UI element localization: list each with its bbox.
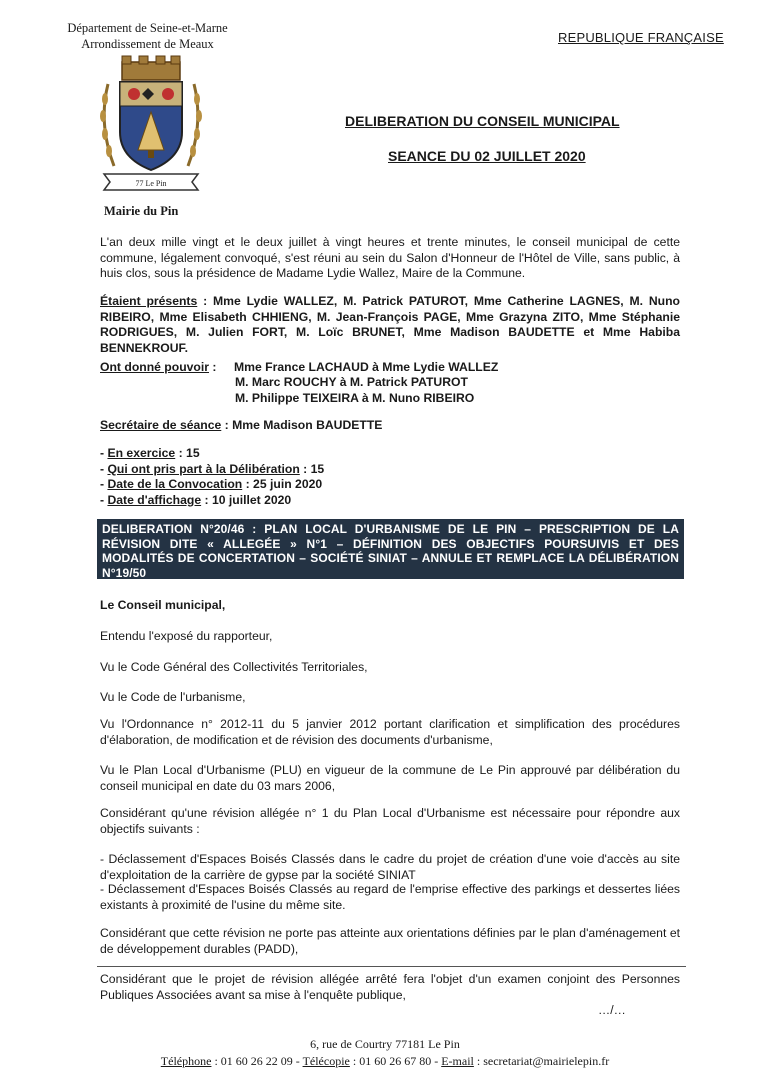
body-paragraph: Vu le Code Général des Collectivités Territoriales, (100, 660, 368, 674)
stat-affichage: - Date d'affichage : 10 juillet 2020 (100, 492, 292, 507)
body-paragraph: Entendu l'exposé du rapporteur, (100, 629, 273, 643)
presents-paragraph (100, 294, 680, 356)
seance-date: SEANCE DU 02 JUILLET 2020 (388, 148, 586, 164)
pouvoir-item: M. Marc ROUCHY à M. Patrick PATUROT (235, 375, 468, 389)
objective-item: - Déclassement d'Espaces Boisés Classés au regard de l'emprise effective des parkings et dessertes liées existants à proximité de l'usine du même site. (100, 882, 680, 912)
body-paragraph: Vu l'Ordonnance n° 2012-11 du 5 janvier 2012 portant clarification et simplification des procédures d'élaboration, de modification et de révision des documents d'urbanisme, (100, 717, 680, 747)
footer-address: 6, rue de Courtry 77181 Le Pin (310, 1037, 460, 1051)
body-paragraph: Vu le Plan Local d'Urbanisme (PLU) en vigueur de la commune de Le Pin approuvé par délibération du conseil municipal en date du 03 mars 2006, (100, 763, 680, 793)
continued-marker: …/… (598, 1003, 626, 1017)
stat-convocation: - Date de la Convocation : 25 juin 2020 (100, 477, 323, 491)
coat-of-arms-icon (96, 54, 206, 194)
stat-label: Date d'affichage (107, 492, 202, 507)
pouvoir-item: M. Philippe TEIXEIRA à M. Nuno RIBEIRO (235, 390, 475, 405)
stat-value: : 15 (299, 461, 325, 476)
pouvoir-label: Ont donné pouvoir (100, 360, 209, 374)
stats-list (100, 446, 324, 508)
email-address: : secretariat@mairielepin.fr (473, 1054, 610, 1068)
body-paragraph: Considérant que le projet de révision allégée arrêté fera l'objet d'un examen conjoint des Personnes Publiques Associées avant sa mise à l'enquête publique, (100, 972, 680, 1002)
pouvoir-heading (100, 360, 216, 376)
pouvoir-list (234, 360, 498, 376)
body-paragraph: Vu le Code de l'urbanisme, (100, 690, 246, 704)
stat-value: : 25 juin 2020 (242, 477, 323, 491)
body-paragraph: Considérant qu'une révision allégée n° 1 du Plan Local d'Urbanisme est nécessaire pour répondre aux objectifs suivants : (100, 806, 680, 836)
mairie-name: Mairie du Pin (104, 204, 179, 218)
republique-francaise: REPUBLIQUE FRANÇAISE (558, 30, 724, 45)
secretaire-label: Secrétaire de séance (100, 418, 222, 432)
presents-label: Étaient présents (100, 294, 198, 308)
arrondissement-name: Arrondissement de Meaux (81, 37, 214, 51)
stat-exercice: - En exercice : 15 (100, 446, 200, 460)
body-paragraph: Considérant que cette révision ne porte pas atteinte aux orientations définies par le plan d'aménagement et de développement durables (PADD), (100, 926, 680, 956)
pouvoir-item: Mme France LACHAUD à Mme Lydie WALLEZ (234, 360, 499, 374)
secretaire-line (100, 418, 382, 434)
email-label: E-mail (441, 1054, 474, 1068)
document-title: DELIBERATION DU CONSEIL MUNICIPAL (345, 113, 620, 129)
stat-label: Date de la Convocation (107, 477, 243, 491)
department-name: Département de Seine-et-Marne (67, 21, 228, 35)
pouvoir-separator: : (209, 360, 217, 374)
deliberation-banner: DELIBERATION N°20/46 : PLAN LOCAL D'URBANISME DE LE PIN – PRESCRIPTION DE LA RÉVISION DITE « ALLEGÉE » N°1 – DÉFINITION DES OBJECTIFS POURSUIVIS ET DES MODALITÉS DE CONCERTATION – SOCIÉTÉ SINIAT – ANNULE ET REMPLACE LA DÉLIBÉRATION N°19/50 (97, 519, 684, 579)
secretaire-value: : Mme Madison BAUDETTE (221, 418, 383, 432)
department-header (40, 20, 255, 52)
intro-paragraph: L'an deux mille vingt et le deux juillet à vingt heures et trente minutes, le conseil municipal de cette commune, légalement convoqué, s'est réuni au sein du Salon d'Honneur de l'Hôtel de Ville, sans public, à huis clos, sous la présidence de Madame Lydie Wallez, Maire de la Commune. (100, 235, 680, 280)
fax-label: Télécopie (302, 1054, 350, 1068)
footer-contacts (150, 1053, 620, 1070)
crest-ribbon-text: 77 Le Pin (135, 179, 167, 188)
conseil-heading: Le Conseil municipal, (100, 598, 226, 612)
presents-list: : Mme Lydie WALLEZ, M. Patrick PATUROT, Mme Catherine LAGNES, M. Nuno RIBEIRO, Mme Elisabeth CHHIENG, M. Jean-François PAGE, Mme Grazyna ZITO, Mme Stéphanie RODRIGUES, M. Julien FORT, M. Loïc BRUNET, Mme Madison BAUDETTE et Mme Habiba BENNEKROUF. (100, 294, 680, 355)
stat-label: En exercice (107, 446, 176, 460)
pouvoir-list-2 (235, 375, 474, 406)
stat-participants: - Qui ont pris part à la Délibération : 15 (100, 461, 325, 476)
stat-value: : 15 (175, 446, 200, 460)
divider-line (97, 966, 686, 967)
phone-label: Téléphone (160, 1054, 212, 1068)
stat-label: Qui ont pris part à la Délibération (107, 461, 300, 476)
phone-number: : 01 60 26 22 09 - (211, 1054, 303, 1068)
stat-value: : 10 juillet 2020 (201, 492, 292, 507)
objective-item: - Déclassement d'Espaces Boisés Classés dans le cadre du projet de création d'une voie d'accès au site d'exploitation de la carrière de gypse par la société SINIAT (100, 852, 680, 882)
fax-number: : 01 60 26 67 80 - (349, 1054, 442, 1068)
